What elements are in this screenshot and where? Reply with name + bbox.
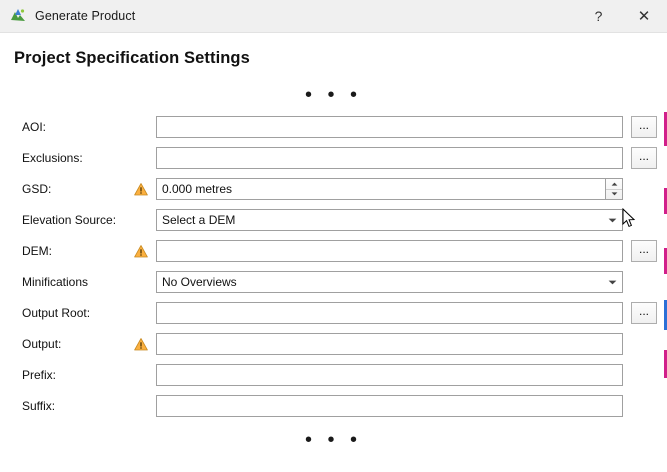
label-suffix: Suffix: bbox=[22, 399, 56, 413]
field-wrap-elevation-source bbox=[156, 209, 657, 231]
field-wrap-exclusions bbox=[156, 147, 657, 169]
row-output bbox=[22, 333, 657, 355]
page-title: Project Specification Settings bbox=[14, 49, 250, 67]
exclusions-input[interactable] bbox=[156, 147, 623, 169]
label-prefix: Prefix: bbox=[22, 368, 57, 382]
field-wrap-suffix bbox=[156, 395, 657, 417]
output-input[interactable] bbox=[156, 333, 623, 355]
label-elevation-source: Elevation Source: bbox=[22, 213, 117, 227]
close-button[interactable]: ✕ bbox=[637, 8, 651, 25]
output-warning-icon bbox=[134, 338, 156, 351]
label-dem: DEM: bbox=[22, 244, 52, 258]
output-root-input[interactable] bbox=[156, 302, 623, 324]
app-logo-icon bbox=[9, 7, 27, 25]
aoi-browse-button[interactable]: ... bbox=[631, 116, 657, 138]
help-button[interactable]: ? bbox=[594, 8, 603, 24]
row-suffix bbox=[22, 395, 657, 417]
gsd-spinner-up[interactable] bbox=[606, 179, 622, 190]
field-wrap-minifications bbox=[156, 271, 657, 293]
dem-browse-button[interactable]: ... bbox=[631, 240, 657, 262]
output-root-browse-button[interactable]: ... bbox=[631, 302, 657, 324]
chevron-down-icon bbox=[602, 280, 622, 285]
row-dem bbox=[22, 240, 657, 262]
minifications-value: No Overviews bbox=[162, 275, 237, 289]
gsd-spinner-down[interactable] bbox=[606, 190, 622, 200]
title-bar bbox=[0, 0, 667, 33]
window-title: Generate Product bbox=[35, 9, 136, 23]
gsd-warning-icon bbox=[134, 183, 156, 196]
field-wrap-prefix bbox=[156, 364, 657, 386]
settings-form bbox=[0, 116, 667, 417]
step-dots-top: • • • bbox=[304, 84, 363, 106]
label-aoi: AOI: bbox=[22, 120, 47, 134]
field-wrap-aoi bbox=[156, 116, 657, 138]
prefix-input[interactable] bbox=[156, 364, 623, 386]
gsd-spinner[interactable] bbox=[606, 178, 623, 200]
label-minifications: Minifications bbox=[22, 275, 89, 289]
row-output-root bbox=[22, 302, 657, 324]
step-dots-bottom: • • • bbox=[304, 429, 363, 451]
window-controls bbox=[576, 0, 667, 32]
row-exclusions bbox=[22, 147, 657, 169]
gsd-input[interactable] bbox=[156, 178, 606, 200]
aoi-input[interactable] bbox=[156, 116, 623, 138]
elevation-source-value: Select a DEM bbox=[162, 213, 236, 227]
label-output-root: Output Root: bbox=[22, 306, 91, 320]
field-wrap-output-root bbox=[156, 302, 657, 324]
minifications-select[interactable] bbox=[156, 271, 623, 293]
elevation-source-select[interactable] bbox=[156, 209, 623, 231]
row-gsd bbox=[22, 178, 657, 200]
label-gsd: GSD: bbox=[22, 182, 52, 196]
chevron-down-icon bbox=[602, 218, 622, 223]
row-prefix bbox=[22, 364, 657, 386]
row-elevation-source bbox=[22, 209, 657, 231]
label-exclusions: Exclusions: bbox=[22, 151, 83, 165]
dem-input[interactable] bbox=[156, 240, 623, 262]
row-aoi bbox=[22, 116, 657, 138]
field-wrap-gsd bbox=[156, 178, 657, 200]
field-wrap-output bbox=[156, 333, 657, 355]
row-minifications bbox=[22, 271, 657, 293]
dem-warning-icon bbox=[134, 245, 156, 258]
field-wrap-dem bbox=[156, 240, 657, 262]
label-output: Output: bbox=[22, 337, 62, 351]
suffix-input[interactable] bbox=[156, 395, 623, 417]
exclusions-browse-button[interactable]: ... bbox=[631, 147, 657, 169]
